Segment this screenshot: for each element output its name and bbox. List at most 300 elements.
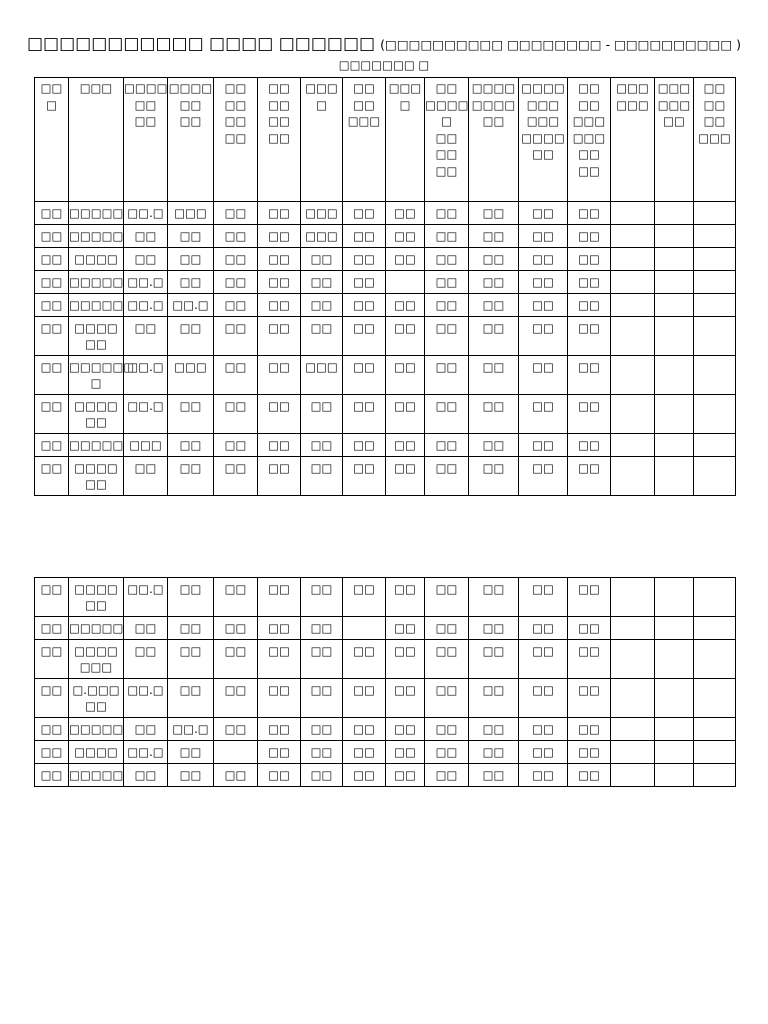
empty-cell <box>694 271 736 294</box>
table-cell: □□ <box>425 578 469 617</box>
serial-cell: □□ <box>35 202 69 225</box>
table-cell: □□ <box>386 202 425 225</box>
serial-cell: □□ <box>35 764 69 787</box>
empty-cell <box>655 741 694 764</box>
column-header: □□ □□ □□ □□□ <box>694 78 736 202</box>
serial-cell: □□ <box>35 356 69 395</box>
table-cell: □□ <box>214 718 258 741</box>
table-cell: □□ <box>301 434 343 457</box>
table-cell: □□ <box>386 395 425 434</box>
table-cell: □□ <box>258 679 301 718</box>
table-cell: □□ <box>168 248 214 271</box>
name-cell: □□□□ □□ <box>69 457 124 496</box>
table-cell: □□ <box>343 679 386 718</box>
table-row <box>35 617 736 640</box>
column-header: □□□□ □□□□ □□ <box>469 78 519 202</box>
table-cell: □□ <box>469 434 519 457</box>
data-table-2 <box>34 577 736 787</box>
table-cell: □□ <box>519 617 568 640</box>
table-cell: □□ <box>568 679 611 718</box>
table-cell <box>343 617 386 640</box>
table-cell: □□ <box>568 741 611 764</box>
table-cell: □□ <box>301 395 343 434</box>
table-cell: □□ <box>425 640 469 679</box>
table-row <box>35 764 736 787</box>
name-cell: □□□□□ <box>69 271 124 294</box>
table-cell: □□ <box>258 434 301 457</box>
table-cell: □□ <box>214 640 258 679</box>
table-cell: □□ <box>568 395 611 434</box>
table-cell: □□□ <box>301 356 343 395</box>
table-cell: □□.□ <box>124 356 168 395</box>
table-cell: □□ <box>214 317 258 356</box>
table-cell: □□ <box>469 679 519 718</box>
table-cell: □□ <box>258 640 301 679</box>
table-cell: □□ <box>568 225 611 248</box>
empty-cell <box>694 457 736 496</box>
table-1-body <box>35 78 736 496</box>
table-cell: □□□ <box>301 225 343 248</box>
table-cell: □□ <box>214 578 258 617</box>
table-cell: □□ <box>519 457 568 496</box>
table-row <box>35 434 736 457</box>
empty-cell <box>611 225 655 248</box>
empty-cell <box>655 294 694 317</box>
serial-cell: □□ <box>35 679 69 718</box>
table-cell <box>214 741 258 764</box>
empty-cell <box>611 640 655 679</box>
table-cell: □□ <box>343 764 386 787</box>
serial-cell: □□ <box>35 640 69 679</box>
table-cell: □□ <box>386 434 425 457</box>
table-cell: □□ <box>124 764 168 787</box>
table-cell: □□.□ <box>124 578 168 617</box>
serial-cell: □□ <box>35 741 69 764</box>
table-cell: □□.□ <box>168 718 214 741</box>
table-cell: □□ <box>343 578 386 617</box>
table-cell: □□ <box>124 718 168 741</box>
table-cell: □□ <box>519 434 568 457</box>
table-cell: □□ <box>343 248 386 271</box>
empty-cell <box>694 679 736 718</box>
table-cell: □□ <box>568 718 611 741</box>
table-cell: □□ <box>469 457 519 496</box>
table-cell: □□ <box>519 764 568 787</box>
empty-cell <box>655 225 694 248</box>
empty-cell <box>611 248 655 271</box>
table-cell: □□.□ <box>124 679 168 718</box>
empty-cell <box>655 764 694 787</box>
table-cell: □□ <box>258 718 301 741</box>
serial-cell: □□ <box>35 248 69 271</box>
empty-cell <box>655 617 694 640</box>
empty-cell <box>655 679 694 718</box>
table-cell: □□ <box>214 294 258 317</box>
empty-cell <box>611 718 655 741</box>
table-cell: □□ <box>469 718 519 741</box>
table-cell: □□ <box>168 225 214 248</box>
name-cell: □□□□□ <box>69 718 124 741</box>
table-cell: □□ <box>124 640 168 679</box>
table-cell: □□ <box>214 202 258 225</box>
table-cell: □□ <box>258 225 301 248</box>
table-cell: □□ <box>168 741 214 764</box>
column-header: □□□ □□□ <box>611 78 655 202</box>
table-cell: □□ <box>258 457 301 496</box>
empty-cell <box>655 434 694 457</box>
table-cell: □□ <box>469 741 519 764</box>
table-cell: □□ <box>343 271 386 294</box>
table-cell: □□ <box>258 294 301 317</box>
table-cell: □□ <box>519 294 568 317</box>
table-cell: □□ <box>258 741 301 764</box>
table-cell: □□ <box>469 294 519 317</box>
table-row <box>35 202 736 225</box>
empty-cell <box>694 248 736 271</box>
table-cell: □□ <box>343 225 386 248</box>
table-cell: □□□ <box>124 434 168 457</box>
empty-cell <box>611 679 655 718</box>
table-cell: □□□ <box>301 202 343 225</box>
empty-cell <box>694 741 736 764</box>
table-cell: □□ <box>301 578 343 617</box>
table-cell: □□ <box>425 617 469 640</box>
table-cell: □□ <box>301 640 343 679</box>
table-cell: □□ <box>168 578 214 617</box>
name-cell: □□□□ <box>69 741 124 764</box>
table-row <box>35 640 736 679</box>
table-row <box>35 718 736 741</box>
empty-cell <box>694 617 736 640</box>
table-2-body <box>35 578 736 787</box>
name-cell: □□□□ □□□ <box>69 640 124 679</box>
empty-cell <box>694 640 736 679</box>
column-header: □□ □□ □□ □□ <box>258 78 301 202</box>
column-header: □□□ □□□ □□ <box>655 78 694 202</box>
empty-cell <box>611 294 655 317</box>
table-cell: □□ <box>386 578 425 617</box>
table-cell: □□ <box>568 764 611 787</box>
name-cell: □□□□□ <box>69 202 124 225</box>
table-cell: □□ <box>469 578 519 617</box>
empty-cell <box>694 395 736 434</box>
table-cell: □□ <box>425 248 469 271</box>
table-cell: □□ <box>168 764 214 787</box>
table-cell: □□ <box>258 317 301 356</box>
table-cell: □□ <box>568 271 611 294</box>
empty-cell <box>655 202 694 225</box>
table-cell: □□□ <box>168 202 214 225</box>
table-cell: □□ <box>568 640 611 679</box>
document-title-parenthetical: (□□□□□□□□□□ □□□□□□□□ - □□□□□□□□□□ ) <box>380 37 742 52</box>
table-cell: □□ <box>214 356 258 395</box>
document-title <box>0 33 768 56</box>
table-cell: □□ <box>258 395 301 434</box>
table-cell: □□ <box>301 718 343 741</box>
table-cell <box>386 271 425 294</box>
column-header: □□ □□ □□ □□ <box>214 78 258 202</box>
empty-cell <box>694 202 736 225</box>
table-row <box>35 225 736 248</box>
empty-cell <box>655 457 694 496</box>
table-cell: □□ <box>386 294 425 317</box>
empty-cell <box>611 434 655 457</box>
table-cell: □□ <box>258 356 301 395</box>
empty-cell <box>694 764 736 787</box>
table-cell: □□ <box>168 457 214 496</box>
empty-cell <box>655 271 694 294</box>
table-cell: □□ <box>469 271 519 294</box>
data-table-1 <box>34 77 736 496</box>
table-cell: □□ <box>214 395 258 434</box>
column-header: □□□□ □□ □□ <box>124 78 168 202</box>
table-cell: □□ <box>168 679 214 718</box>
name-cell: □□□□□ <box>69 764 124 787</box>
document-subtitle: □□□□□□□ □ <box>338 58 430 72</box>
table-cell: □□ <box>568 356 611 395</box>
table-cell: □□.□ <box>124 741 168 764</box>
table-cell: □□ <box>301 457 343 496</box>
table-cell: □□ <box>568 617 611 640</box>
empty-cell <box>655 718 694 741</box>
table-cell: □□ <box>343 718 386 741</box>
empty-cell <box>655 356 694 395</box>
table-cell: □□ <box>425 294 469 317</box>
table-cell: □□ <box>469 395 519 434</box>
table-cell: □□ <box>568 294 611 317</box>
table-cell: □□.□ <box>168 294 214 317</box>
table-cell: □□ <box>343 294 386 317</box>
table-cell: □□ <box>386 457 425 496</box>
table-cell: □□ <box>469 225 519 248</box>
table-cell: □□ <box>568 434 611 457</box>
table-cell: □□ <box>214 271 258 294</box>
table-cell: □□ <box>258 248 301 271</box>
name-cell: □□□□ <box>69 248 124 271</box>
empty-cell <box>694 578 736 617</box>
name-cell: □□□□□ <box>69 294 124 317</box>
table-row <box>35 271 736 294</box>
table-cell: □□ <box>425 434 469 457</box>
table-cell: □□ <box>519 395 568 434</box>
serial-cell: □□ <box>35 617 69 640</box>
table-cell: □□ <box>519 202 568 225</box>
name-cell: □□□□□ <box>69 434 124 457</box>
table-cell: □□ <box>519 741 568 764</box>
serial-cell: □□ <box>35 225 69 248</box>
table-cell: □□ <box>386 617 425 640</box>
empty-cell <box>611 741 655 764</box>
table-cell: □□ <box>258 202 301 225</box>
table-cell: □□ <box>425 317 469 356</box>
column-header: □□□ <box>69 78 124 202</box>
table-cell: □□ <box>425 271 469 294</box>
table-row <box>35 248 736 271</box>
serial-cell: □□ <box>35 271 69 294</box>
column-header: □□ □□ □□□ □□□ □□ □□ <box>568 78 611 202</box>
table-cell: □□ <box>343 356 386 395</box>
empty-cell <box>611 395 655 434</box>
name-cell: □□□□ □□ <box>69 317 124 356</box>
table-cell: □□ <box>519 317 568 356</box>
table-cell: □□ <box>519 225 568 248</box>
table-cell: □□ <box>214 457 258 496</box>
table-cell: □□ <box>469 317 519 356</box>
empty-cell <box>694 356 736 395</box>
table-cell: □□ <box>386 356 425 395</box>
table-cell: □□ <box>469 640 519 679</box>
table-cell: □□ <box>425 395 469 434</box>
column-header: □□ □□□□ □ □□ □□ □□ <box>425 78 469 202</box>
table-cell: □□ <box>386 225 425 248</box>
name-cell: □□□□□ <box>69 225 124 248</box>
table-cell: □□ <box>124 248 168 271</box>
table-cell: □□ <box>301 764 343 787</box>
column-header: □□□ □ <box>301 78 343 202</box>
table-cell: □□ <box>168 617 214 640</box>
table-cell: □□ <box>386 640 425 679</box>
table-cell: □□ <box>301 617 343 640</box>
table-cell: □□ <box>386 248 425 271</box>
empty-cell <box>611 764 655 787</box>
table-cell: □□ <box>301 248 343 271</box>
table-cell: □□ <box>168 434 214 457</box>
empty-cell <box>611 356 655 395</box>
table-cell: □□ <box>301 679 343 718</box>
column-header: □□ □□ □□□ <box>343 78 386 202</box>
table-cell: □□ <box>301 741 343 764</box>
table-cell: □□ <box>425 225 469 248</box>
table-cell: □□ <box>343 434 386 457</box>
table-cell: □□ <box>168 271 214 294</box>
table-row <box>35 294 736 317</box>
name-cell: □□□□ □□ <box>69 578 124 617</box>
empty-cell <box>611 457 655 496</box>
empty-cell <box>694 434 736 457</box>
table-cell: □□ <box>469 356 519 395</box>
column-header: □□□ □ <box>386 78 425 202</box>
empty-cell <box>655 640 694 679</box>
serial-cell: □□ <box>35 317 69 356</box>
table-cell: □□ <box>386 741 425 764</box>
document-title-main: □□□□□□□□□□□ □□□□ □□□□□□ <box>26 34 376 54</box>
table-row <box>35 356 736 395</box>
table-cell: □□ <box>124 617 168 640</box>
name-cell: □□□□□□ □ <box>69 356 124 395</box>
table-cell: □□ <box>258 617 301 640</box>
empty-cell <box>611 271 655 294</box>
table-cell: □□ <box>168 395 214 434</box>
table-cell: □□ <box>568 248 611 271</box>
table-cell: □□ <box>519 640 568 679</box>
table-cell: □□ <box>469 202 519 225</box>
table-row <box>35 741 736 764</box>
empty-cell <box>655 317 694 356</box>
name-cell: □□□□ □□ <box>69 395 124 434</box>
table-row <box>35 578 736 617</box>
table-row <box>35 679 736 718</box>
table-cell: □□.□ <box>124 395 168 434</box>
table-cell: □□ <box>425 356 469 395</box>
table-cell: □□ <box>568 202 611 225</box>
table-cell: □□.□ <box>124 294 168 317</box>
empty-cell <box>694 718 736 741</box>
serial-cell: □□ <box>35 395 69 434</box>
table-cell: □□ <box>214 225 258 248</box>
table-cell: □□.□ <box>124 202 168 225</box>
empty-cell <box>611 202 655 225</box>
table-cell: □□ <box>343 640 386 679</box>
table-cell: □□ <box>519 271 568 294</box>
table-cell: □□ <box>386 679 425 718</box>
table-cell: □□□ <box>168 356 214 395</box>
table-cell: □□ <box>168 317 214 356</box>
table-cell: □□.□ <box>124 271 168 294</box>
table-cell: □□ <box>519 679 568 718</box>
column-header: □□□□ □□ □□ <box>168 78 214 202</box>
name-cell: □.□□□ □□ <box>69 679 124 718</box>
table-cell: □□ <box>343 741 386 764</box>
empty-cell <box>655 578 694 617</box>
table-cell: □□ <box>214 434 258 457</box>
table-cell: □□ <box>343 202 386 225</box>
table-cell: □□ <box>258 764 301 787</box>
table-cell: □□ <box>301 271 343 294</box>
table-row <box>35 395 736 434</box>
header-row <box>35 78 736 202</box>
name-cell: □□□□□ <box>69 617 124 640</box>
table-cell: □□ <box>519 718 568 741</box>
table-row <box>35 457 736 496</box>
empty-cell <box>694 317 736 356</box>
empty-cell <box>655 248 694 271</box>
table-cell: □□ <box>386 317 425 356</box>
table-cell: □□ <box>568 317 611 356</box>
serial-cell: □□ <box>35 457 69 496</box>
table-cell: □□ <box>301 317 343 356</box>
table-cell: □□ <box>425 202 469 225</box>
table-cell: □□ <box>519 356 568 395</box>
table-cell: □□ <box>469 248 519 271</box>
table-cell: □□ <box>168 640 214 679</box>
table-cell: □□ <box>124 457 168 496</box>
column-header: □□□□ □□□ □□□ □□□□ □□ <box>519 78 568 202</box>
table-cell: □□ <box>469 617 519 640</box>
table-cell: □□ <box>301 294 343 317</box>
table-cell: □□ <box>343 317 386 356</box>
empty-cell <box>611 317 655 356</box>
table-row <box>35 317 736 356</box>
empty-cell <box>611 578 655 617</box>
table-cell: □□ <box>214 679 258 718</box>
table-cell: □□ <box>425 457 469 496</box>
table-cell: □□ <box>519 578 568 617</box>
empty-cell <box>611 617 655 640</box>
serial-cell: □□ <box>35 294 69 317</box>
table-cell: □□ <box>425 764 469 787</box>
table-cell: □□ <box>214 764 258 787</box>
table-cell: □□ <box>343 395 386 434</box>
table-cell: □□ <box>425 718 469 741</box>
serial-cell: □□ <box>35 578 69 617</box>
table-cell: □□ <box>469 764 519 787</box>
table-cell: □□ <box>386 764 425 787</box>
table-cell: □□ <box>258 271 301 294</box>
table-cell: □□ <box>425 741 469 764</box>
table-cell: □□ <box>386 718 425 741</box>
empty-cell <box>694 225 736 248</box>
table-cell: □□ <box>214 248 258 271</box>
